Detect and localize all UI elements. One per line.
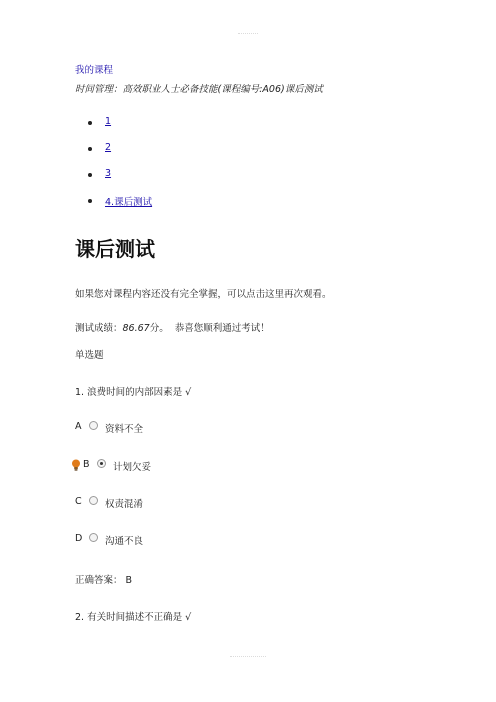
option-letter: B: [83, 459, 90, 470]
option-text: 计划欠妥: [113, 462, 152, 473]
option-text: 沟通不良: [105, 536, 144, 547]
option-text: 资料不全: [105, 424, 144, 435]
step-link-3[interactable]: 3: [105, 168, 112, 179]
rewatch-note: 如果您对课程内容还没有完全掌握，可以点击这里再次观看。: [75, 289, 332, 300]
bullet-icon: [88, 173, 92, 177]
page-header-mark: [238, 33, 258, 37]
bullet-icon: [88, 147, 92, 151]
option-letter: A: [75, 421, 82, 432]
step-link-1[interactable]: 1: [105, 116, 112, 127]
correct-answer: 正确答案： B: [75, 575, 133, 586]
radio-button[interactable]: [89, 421, 98, 430]
radio-button[interactable]: [89, 533, 98, 542]
lightbulb-icon: [71, 459, 81, 471]
test-score: [75, 320, 270, 334]
score-value: 86.67: [122, 323, 150, 334]
bullet-icon: [88, 121, 92, 125]
course-path: 时间管理：高效职业人士必备技能(课程编号:A06)课后测试: [75, 84, 323, 95]
radio-button-selected[interactable]: [97, 459, 106, 468]
page-footer-mark: [230, 656, 266, 660]
option-letter: C: [75, 496, 82, 507]
radio-button[interactable]: [89, 496, 98, 505]
page-title: 课后测试: [75, 237, 155, 261]
option-text: 权责混淆: [105, 499, 144, 510]
score-unit: 分。: [149, 323, 169, 334]
step-link-4[interactable]: 4.课后测试: [105, 197, 153, 208]
question-2-text: 2. 有关时间描述不正确是 √: [75, 612, 192, 623]
pass-message: 恭喜您顺利通过考试！: [174, 323, 270, 334]
option-letter: D: [75, 533, 83, 544]
section-heading: 单选题: [75, 350, 104, 361]
bullet-icon: [88, 199, 92, 203]
my-courses-link[interactable]: 我的课程: [75, 65, 114, 76]
score-label: 测试成绩：: [75, 323, 123, 334]
step-link-2[interactable]: 2: [105, 142, 112, 153]
question-1-text: 1. 浪费时间的内部因素是 √: [75, 387, 192, 398]
